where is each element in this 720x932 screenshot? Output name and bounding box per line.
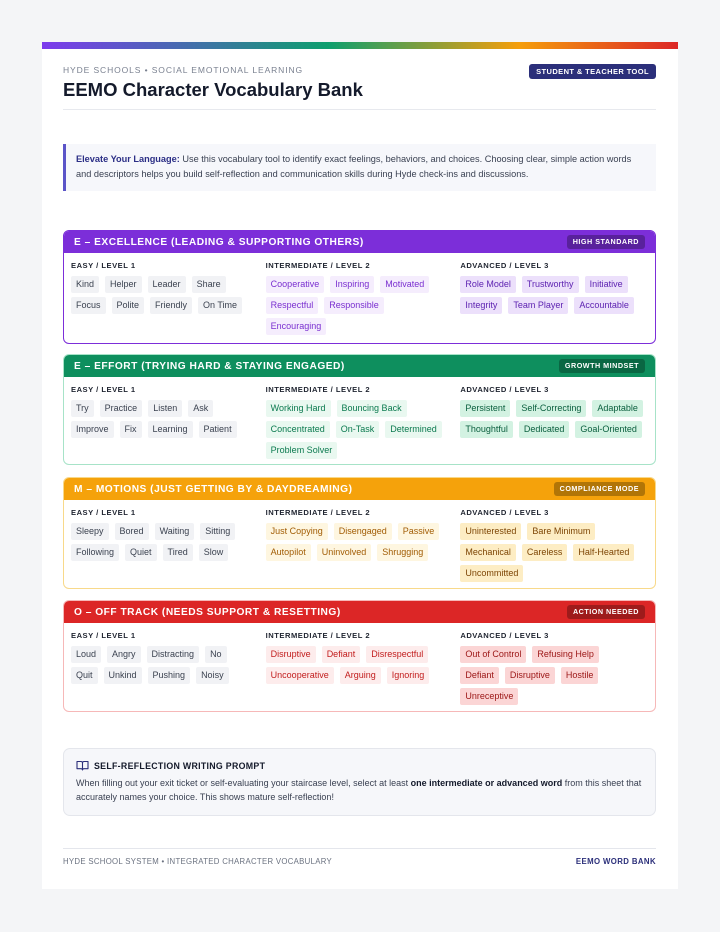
footer-divider [63,848,656,849]
word-chip: Inspiring [330,276,374,293]
column-intermediate [266,631,461,709]
column-easy [71,261,266,339]
column-advanced [460,631,655,709]
word-chip: Quit [71,667,98,684]
word-chip: Autopilot [266,544,311,561]
word-chip: Arguing [340,667,381,684]
word-chip: Disruptive [266,646,316,663]
word-chip-list [460,400,649,442]
column-intermediate [266,508,461,586]
word-chip: Half-Hearted [573,544,634,561]
word-chip: Bare Minimum [527,523,595,540]
intro-text: Use this vocabulary tool to identify exact feelings, behaviors, and choices. Choosing clear, simple action words and descriptors helps you build self-reflection and communication skills during Hyde check-ins and discussions. [76,154,632,179]
header-divider [63,109,656,110]
level-label: ADVANCED / LEVEL 3 [460,508,549,517]
word-chip: Working Hard [266,400,331,417]
word-chip-list [266,646,455,688]
word-chip: Determined [385,421,442,438]
section-title: O – OFF TRACK (NEEDS SUPPORT & RESETTING) [74,606,341,618]
word-chip: Waiting [155,523,195,540]
word-chip: No [205,646,227,663]
level-label: ADVANCED / LEVEL 3 [460,385,549,394]
word-chip: Persistent [460,400,510,417]
word-chip: Loud [71,646,101,663]
column-advanced [460,508,655,586]
level-label: ADVANCED / LEVEL 3 [460,631,549,640]
section-badge: GROWTH MINDSET [559,359,645,373]
word-chip: Focus [71,297,106,314]
word-chip: Mechanical [460,544,516,561]
column-easy [71,385,266,463]
section-effort [63,354,656,465]
word-chip: Team Player [508,297,568,314]
word-chip: Sitting [200,523,235,540]
word-chip: Refusing Help [532,646,599,663]
word-chip-list [460,276,649,318]
word-chip: Problem Solver [266,442,338,459]
word-chip: Initiative [585,276,628,293]
section-motions [63,477,656,589]
reflection-title: SELF-REFLECTION WRITING PROMPT [94,760,266,771]
column-intermediate [266,261,461,339]
word-chip: Ignoring [387,667,430,684]
word-chip: Uncommitted [460,565,523,582]
word-chip: Concentrated [266,421,330,438]
word-chip-list [71,276,260,318]
intro-callout [63,144,656,191]
word-chip: Leader [148,276,186,293]
section-title: E – EFFORT (TRYING HARD & STAYING ENGAGED) [74,360,345,372]
header-kicker: HYDE SCHOOLS • SOCIAL EMOTIONAL LEARNING [63,65,304,75]
reflection-text-part: When filling out your exit ticket or self-evaluating your staircase level, select at least [76,778,411,788]
open-book-icon [76,760,89,771]
level-label: INTERMEDIATE / LEVEL 2 [265,385,371,394]
level-label: INTERMEDIATE / LEVEL 2 [265,261,371,270]
section-header [64,478,655,500]
section-title: E – EXCELLENCE (LEADING & SUPPORTING OTHERS) [74,236,364,248]
word-chip: On Time [198,297,242,314]
level-label: EASY / LEVEL 1 [71,508,136,517]
word-chip: Disengaged [334,523,392,540]
section-badge: ACTION NEEDED [567,605,645,619]
word-chip: Adaptable [592,400,643,417]
word-chip: Goal-Oriented [575,421,642,438]
word-chip-list [266,276,455,339]
column-advanced [460,385,655,463]
word-chip: Uncooperative [266,667,334,684]
word-chip: Cooperative [266,276,325,293]
word-chip-list [71,400,260,442]
page-title: EEMO Character Vocabulary Bank [63,79,363,100]
word-chip: Ask [188,400,213,417]
word-chip: Tired [163,544,193,561]
word-chip: Sleepy [71,523,109,540]
word-chip: Defiant [322,646,361,663]
word-chip: Integrity [460,297,502,314]
word-chip: Dedicated [519,421,570,438]
section-header [64,231,655,253]
word-chip: Polite [112,297,145,314]
level-label: EASY / LEVEL 1 [71,261,136,270]
footer-left: HYDE SCHOOL SYSTEM • INTEGRATED CHARACTER VOCABULARY [63,857,333,866]
word-chip: Uninterested [460,523,521,540]
word-chip: On-Task [336,421,380,438]
word-chip: Distracting [147,646,200,663]
word-chip: Quiet [125,544,157,561]
word-chip: Shrugging [377,544,428,561]
word-chip: Angry [107,646,141,663]
level-label: ADVANCED / LEVEL 3 [460,261,549,270]
column-advanced [460,261,655,339]
word-chip-list [266,523,455,565]
word-chip: Unkind [104,667,142,684]
word-chip: Bored [115,523,149,540]
reflection-emphasis: one intermediate or advanced word [410,778,563,788]
level-label: EASY / LEVEL 1 [71,385,136,394]
word-chip: Just Copying [266,523,328,540]
word-chip: Passive [398,523,440,540]
tool-badge: STUDENT & TEACHER TOOL [529,64,656,79]
column-easy [71,631,266,709]
word-chip: Respectful [266,297,319,314]
gradient-top-bar [42,42,678,49]
word-chip: Practice [100,400,143,417]
word-chip: Following [71,544,119,561]
word-chip: Patient [199,421,237,438]
section-header [64,601,655,623]
reflection-text-part: from this sheet that accurately names your choice. This shows mature self-reflection! [76,778,642,802]
level-label: EASY / LEVEL 1 [71,631,136,640]
word-chip: Friendly [150,297,192,314]
word-chip: Helper [105,276,142,293]
word-chip: Trustworthy [522,276,579,293]
word-chip: Improve [71,421,114,438]
word-chip: Try [71,400,94,417]
word-chip: Careless [522,544,568,561]
level-label: INTERMEDIATE / LEVEL 2 [265,631,371,640]
word-chip: Motivated [380,276,429,293]
document-page [42,42,678,889]
word-chip: Share [192,276,226,293]
word-chip: Self-Correcting [516,400,586,417]
word-chip-list [71,523,260,565]
section-excellence [63,230,656,344]
section-header [64,355,655,377]
level-label: INTERMEDIATE / LEVEL 2 [265,508,371,517]
word-chip-list [460,646,649,709]
word-chip: Noisy [196,667,229,684]
word-chip: Uninvolved [317,544,372,561]
reflection-prompt-box [63,748,656,816]
reflection-text [76,776,643,804]
word-chip: Thoughtful [460,421,513,438]
word-chip: Learning [148,421,193,438]
footer-right: EEMO WORD BANK [575,857,656,866]
word-chip-list [266,400,455,463]
word-chip: Encouraging [266,318,327,335]
word-chip: Disruptive [505,667,555,684]
word-chip: Accountable [574,297,634,314]
word-chip: Unreceptive [460,688,518,705]
section-badge: HIGH STANDARD [567,235,645,249]
section-title: M – MOTIONS (JUST GETTING BY & DAYDREAMING) [74,483,353,495]
word-chip: Fix [120,421,142,438]
word-chip: Bouncing Back [337,400,407,417]
word-chip: Pushing [148,667,191,684]
word-chip: Responsible [324,297,384,314]
word-chip: Role Model [460,276,516,293]
word-chip-list [71,646,260,688]
section-badge: COMPLIANCE MODE [554,482,645,496]
word-chip: Listen [148,400,182,417]
word-chip: Defiant [460,667,499,684]
word-chip: Hostile [561,667,599,684]
section-off-track [63,600,656,712]
column-intermediate [266,385,461,463]
column-easy [71,508,266,586]
word-chip-list [460,523,649,586]
word-chip: Kind [71,276,99,293]
word-chip: Out of Control [460,646,526,663]
word-chip: Disrespectful [366,646,428,663]
intro-lead: Elevate Your Language: [76,154,180,164]
word-chip: Slow [199,544,229,561]
